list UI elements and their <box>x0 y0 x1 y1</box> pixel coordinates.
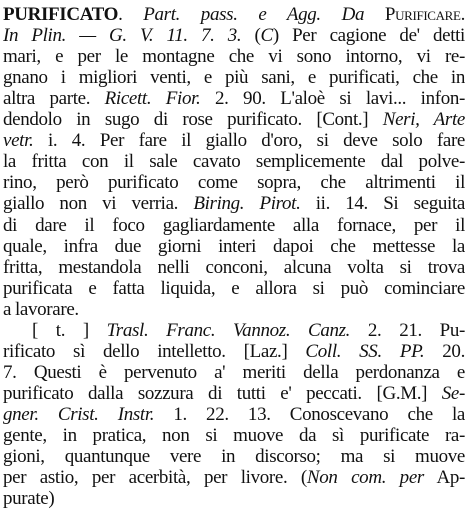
text-segment: di dare il foco gagliardamente alla fornace, per il <box>3 214 465 236</box>
text-segment: purate) <box>3 488 55 510</box>
entry-line <box>3 361 465 384</box>
italic-text: Se- <box>441 382 465 404</box>
text-segment: la fritta con il sale cavato semplicemente dal polve- <box>3 151 465 173</box>
text-segment: 2. 21. Pu- <box>350 319 465 341</box>
italic-text: Non com. per <box>306 467 424 489</box>
entry-line <box>3 235 465 258</box>
italic-text: Coll. SS. PP. <box>305 340 425 362</box>
italic-text: Ricett. Fior. <box>104 88 201 110</box>
entry-line <box>3 171 465 194</box>
entry-line <box>3 66 465 89</box>
text-segment: ) Per cagione de' detti <box>272 25 465 47</box>
entry-line <box>3 3 465 26</box>
text-segment: 20. <box>424 340 465 362</box>
text-segment: . <box>118 4 144 25</box>
text-segment: [ t. ] <box>32 319 107 341</box>
entry-line <box>3 340 465 363</box>
entry-line <box>3 466 465 489</box>
text-segment: a lavorare. <box>3 298 79 320</box>
italic-text: gner. Crist. Instr. <box>3 403 155 425</box>
text-segment: purificato dalla sozzura di tutti e' peccati. [G.M.] <box>3 382 442 404</box>
entry-line <box>3 445 465 468</box>
entry-line <box>3 487 465 510</box>
text-segment: per astio, per acerbità, per livore. ( <box>3 467 307 489</box>
entry-line <box>3 214 465 237</box>
entry-line <box>3 87 465 110</box>
entry-line <box>3 298 465 321</box>
text-segment: purificata e fatta liquida, e allora si può cominciare <box>3 277 465 299</box>
italic-text: Part. pass. e Agg. Da <box>143 4 385 25</box>
entry-line <box>3 108 465 131</box>
text-segment: altra parte. <box>3 88 105 110</box>
text-segment: giallo non vi verria. <box>3 193 194 215</box>
text-segment: gente, in pratica, non si muove da sì purificate ra- <box>3 425 465 446</box>
small-caps-text: Purificare <box>384 4 461 25</box>
italic-text: C <box>260 25 273 47</box>
entry-line <box>3 24 465 47</box>
text-segment: gioni, quantunque vere in discorso; ma si muove <box>3 446 465 468</box>
italic-text: In Plin. — G. V. 11. 7. 3. <box>3 25 242 47</box>
text-segment: rificato sì dello intelletto. [Laz.] <box>3 340 306 362</box>
italic-text: Biring. Pirot. <box>193 193 301 215</box>
text-segment: 7. Questi è pervenuto a' meriti della perdonanza e <box>3 361 465 383</box>
text-segment: rino, però purificato come sopra, che altrimenti il <box>3 172 465 194</box>
entry-line <box>3 403 465 426</box>
text-segment: mari, e per le montagne che vi sono intorno, vi re- <box>3 46 465 68</box>
text-segment: i. 4. Per fare il giallo d'oro, si deve solo fare <box>33 130 465 152</box>
text-segment: ii. 14. Si seguita <box>300 193 465 215</box>
entry-line <box>3 150 465 173</box>
italic-text: Trasl. Franc. Vannoz. Canz. <box>106 319 351 341</box>
italic-text: Neri, Arte <box>382 109 465 131</box>
entry-line <box>3 45 465 68</box>
text-segment: 2. 90. L'aloè si lavi... infon- <box>200 88 465 110</box>
text-segment: dendolo in sugo di rose purificato. [Cont.] <box>3 109 383 131</box>
italic-text: vetr. <box>3 130 34 152</box>
entry-line <box>3 424 465 447</box>
entry-line <box>32 319 465 342</box>
text-segment: fritta, mestandola nelli conconi, alcuna volta si trova <box>3 256 465 278</box>
headword: PURIFICATO <box>3 4 119 25</box>
text-segment: ( <box>241 25 261 47</box>
text-segment: gnano i migliori venti, e più sani, e purificati, che in <box>3 67 465 89</box>
text-segment: 1. 22. 13. Conoscevano che la <box>154 403 465 425</box>
entry-line <box>3 382 465 405</box>
entry-line <box>3 277 465 300</box>
entry-line <box>3 192 465 215</box>
text-segment: . <box>460 4 465 25</box>
text-segment: Ap- <box>423 467 465 489</box>
entry-line <box>3 256 465 279</box>
entry-line <box>3 129 465 152</box>
text-segment: quale, infra due giorni interi dapoi che mettesse la <box>3 235 465 257</box>
